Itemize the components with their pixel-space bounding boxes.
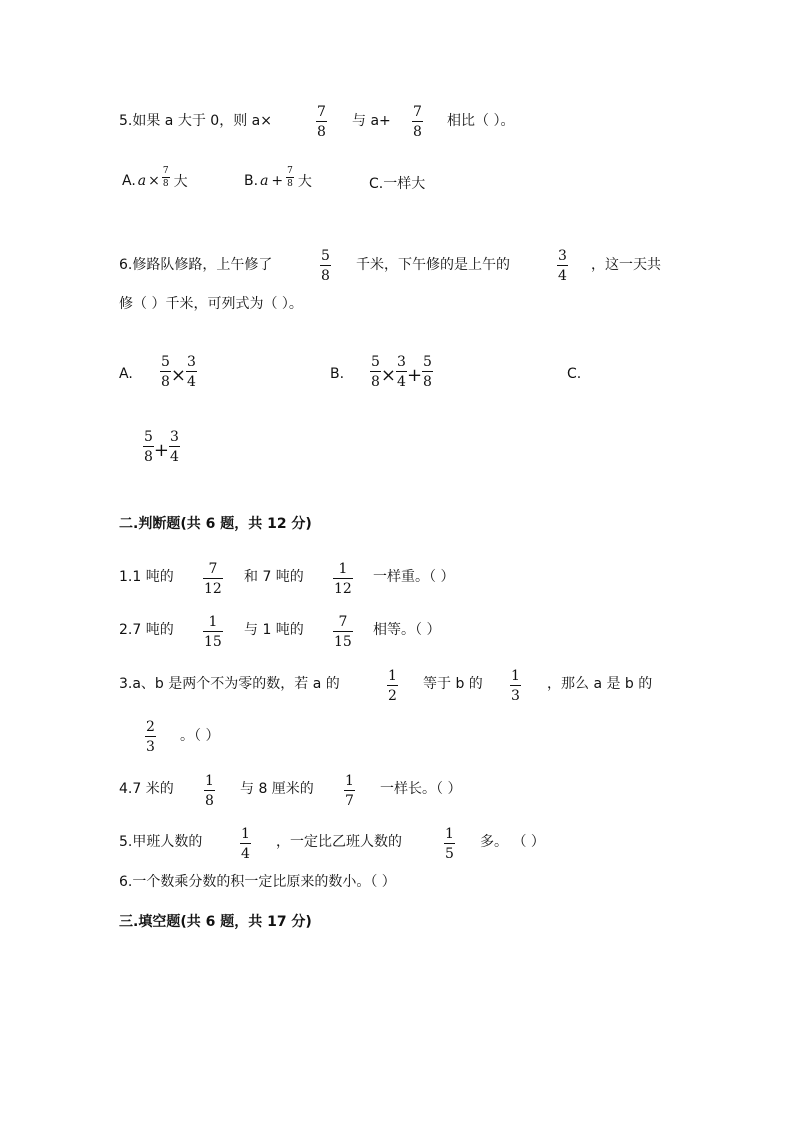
judge-1-fraction-2: 1 12	[334, 561, 352, 597]
judge-3-part-b: 等于 b 的	[423, 676, 483, 692]
judge-3-part-c: ，那么 a 是 b 的	[547, 676, 653, 692]
judge-1-fraction-1: 7 12	[204, 561, 222, 597]
q6-c-fraction-1: $\frac{5}{8}$	[144, 429, 153, 465]
q6-stem-mid: 千米，下午修的是上午的	[356, 257, 510, 273]
q6-option-b-label: B.	[330, 366, 345, 382]
q5-fraction-2: 7 8	[413, 104, 422, 140]
q6-option-b-expression: $\frac{5}{8}$ × $\frac{3}{4}$ + $\frac{5}{8}$	[371, 354, 432, 390]
q5-option-b: B. a + $\frac{7}{8}$ 大	[244, 166, 312, 190]
judge-4-part-a: 4.7 米的	[119, 781, 174, 797]
q6-stem-suffix: ，这一天共	[591, 257, 661, 273]
judge-3-part-a: 3.a、b 是两个不为零的数，若 a 的	[119, 676, 340, 692]
section-3-title: 三.填空题(共 6 题，共 17 分)	[119, 914, 312, 930]
judge-1-part-b: 和 7 吨的	[244, 569, 304, 585]
section-2-title: 二.判断题(共 6 题，共 12 分)	[119, 516, 312, 532]
q6-fraction-1: 5 8	[321, 248, 330, 284]
q5-stem-prefix: 5.如果 a 大于 0，则 a×	[119, 113, 272, 129]
q5-stem-suffix: 相比（ ）。	[447, 113, 515, 129]
judge-5-part-c: 多。 （ ）	[480, 834, 545, 850]
q6-option-c-expression: $\frac{5}{8}$ + $\frac{3}{4}$	[144, 429, 179, 465]
q6-fraction-2: 3 4	[558, 248, 567, 284]
judge-6-text: 6.一个数乘分数的积一定比原来的数小。（ ）	[119, 874, 396, 890]
judge-3-fraction-2: 1 3	[511, 668, 520, 704]
judge-5-fraction-2: 1 5	[445, 826, 454, 862]
q6-stem-line2: 修（ ）千米，可列式为（ ）。	[119, 296, 303, 312]
q6-b-fraction-1: $\frac{5}{8}$	[371, 354, 380, 390]
judge-5-part-a: 5.甲班人数的	[119, 834, 203, 850]
judge-2-part-a: 2.7 吨的	[119, 622, 174, 638]
q6-option-c-label: C.	[567, 366, 582, 382]
judge-3-fraction-3: 2 3	[146, 719, 155, 755]
judge-1-part-c: 一样重。（ ）	[373, 569, 455, 585]
judge-2-part-c: 相等。（ ）	[373, 622, 441, 638]
q6-c-fraction-2: $\frac{3}{4}$	[170, 429, 179, 465]
q6-option-a-label: A.	[119, 366, 133, 382]
q5-option-c: C.一样大	[369, 176, 426, 192]
q6-option-a-expression: $\frac{5}{8}$ × $\frac{3}{4}$	[161, 354, 196, 390]
judge-4-part-c: 一样长。（ ）	[380, 781, 462, 797]
judge-2-part-b: 与 1 吨的	[244, 622, 304, 638]
judge-1-part-a: 1.1 吨的	[119, 569, 174, 585]
q6-a-fraction-1: $\frac{5}{8}$	[161, 354, 170, 390]
q6-b-fraction-3: $\frac{5}{8}$	[423, 354, 432, 390]
q5-option-b-fraction: $\frac{7}{8}$	[287, 166, 293, 189]
judge-5-fraction-1: 1 4	[241, 826, 250, 862]
q6-b-fraction-2: $\frac{3}{4}$	[397, 354, 406, 390]
q6-stem-prefix: 6.修路队修路，上午修了	[119, 257, 273, 273]
q5-fraction-1: 7 8	[317, 104, 326, 140]
q5-stem-mid: 与 a+	[352, 113, 391, 129]
judge-5-part-b: ，一定比乙班人数的	[276, 834, 402, 850]
judge-2-fraction-2: 7 15	[334, 614, 352, 650]
q6-a-fraction-2: $\frac{3}{4}$	[187, 354, 196, 390]
judge-4-fraction-2: 1 7	[345, 773, 354, 809]
judge-4-part-b: 与 8 厘米的	[240, 781, 314, 797]
judge-3-fraction-1: 1 2	[388, 668, 397, 704]
judge-4-fraction-1: 1 8	[205, 773, 214, 809]
judge-3-part-d: 。（ ）	[180, 728, 220, 744]
judge-2-fraction-1: 1 15	[204, 614, 222, 650]
q5-option-a: A. a × $\frac{7}{8}$ 大	[122, 166, 188, 190]
q5-option-a-fraction: $\frac{7}{8}$	[162, 166, 169, 189]
